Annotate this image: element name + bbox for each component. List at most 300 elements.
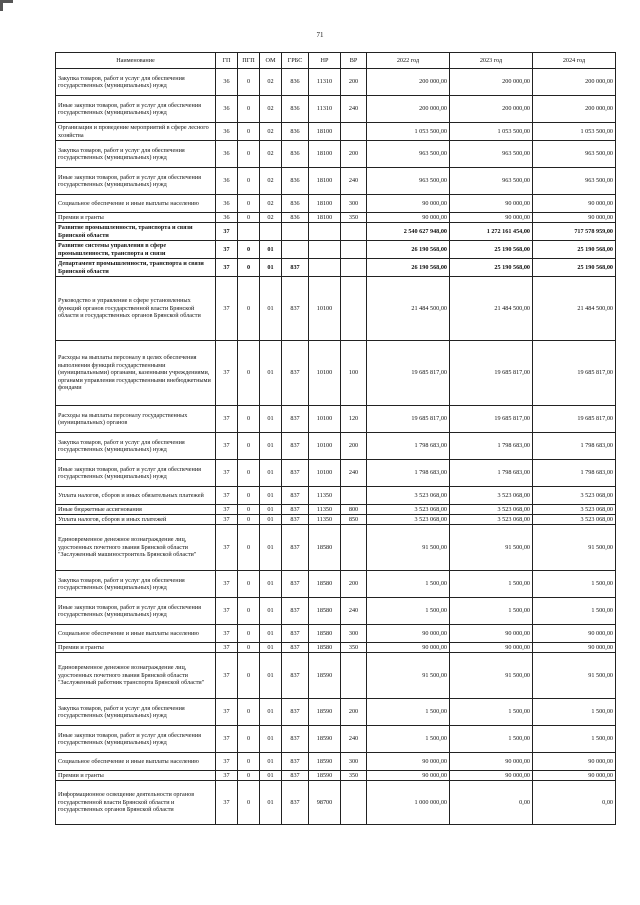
cell-gp: 37 — [216, 515, 238, 525]
cell-y2023: 90 000,00 — [450, 213, 533, 223]
cell-np: 11310 — [309, 96, 341, 123]
cell-y2024: 90 000,00 — [533, 213, 616, 223]
table-body — [56, 69, 616, 825]
cell-pgp: 0 — [238, 406, 260, 433]
cell-np: 18580 — [309, 571, 341, 598]
cell-y2024: 90 000,00 — [533, 771, 616, 781]
cell-grbs: 837 — [282, 277, 309, 341]
cell-np: 11310 — [309, 69, 341, 96]
cell-vr: 350 — [341, 213, 367, 223]
cell-grbs: 837 — [282, 341, 309, 406]
cell-gp: 37 — [216, 525, 238, 571]
cell-pgp: 0 — [238, 699, 260, 726]
header-pgp: ПГП — [238, 53, 260, 69]
cell-gp: 37 — [216, 460, 238, 487]
cell-gp: 37 — [216, 505, 238, 515]
cell-om: 01 — [260, 341, 282, 406]
table-row — [56, 625, 616, 643]
cell-pgp: 0 — [238, 571, 260, 598]
cell-y2022: 963 500,00 — [367, 141, 450, 168]
cell-name: Иные закупки товаров, работ и услуг для обеспечения государственных (муниципальных) нужд — [56, 168, 216, 195]
cell-om: 02 — [260, 96, 282, 123]
cell-y2023: 1 500,00 — [450, 598, 533, 625]
cell-y2023: 91 500,00 — [450, 653, 533, 699]
cell-name: Уплата налогов, сборов и иных платежей — [56, 515, 216, 525]
table-row — [56, 341, 616, 406]
cell-grbs: 837 — [282, 598, 309, 625]
cell-y2023: 25 190 568,00 — [450, 241, 533, 259]
cell-gp: 37 — [216, 643, 238, 653]
cell-pgp: 0 — [238, 643, 260, 653]
cell-y2023: 1 500,00 — [450, 571, 533, 598]
cell-grbs: 837 — [282, 781, 309, 825]
cell-pgp: 0 — [238, 781, 260, 825]
cell-y2022: 90 000,00 — [367, 625, 450, 643]
cell-name: Уплата налогов, сборов и иных обязательных платежей — [56, 487, 216, 505]
header-om: ОМ — [260, 53, 282, 69]
cell-y2022: 90 000,00 — [367, 753, 450, 771]
cell-vr: 120 — [341, 406, 367, 433]
cell-grbs: 837 — [282, 460, 309, 487]
cell-y2024: 0,00 — [533, 781, 616, 825]
cell-om: 02 — [260, 195, 282, 213]
cell-np: 10100 — [309, 406, 341, 433]
cell-y2022: 91 500,00 — [367, 525, 450, 571]
cell-y2022: 26 190 568,00 — [367, 241, 450, 259]
cell-gp: 36 — [216, 141, 238, 168]
cell-name: Единовременное денежное вознаграждение лиц, удостоенных почетного звания Брянской области "Заслуженный работник транспорта Брянской области" — [56, 653, 216, 699]
table-row — [56, 141, 616, 168]
cell-name: Социальное обеспечение и иные выплаты населению — [56, 195, 216, 213]
cell-vr: 200 — [341, 699, 367, 726]
table-row — [56, 69, 616, 96]
cell-y2023: 1 500,00 — [450, 726, 533, 753]
cell-y2023: 963 500,00 — [450, 168, 533, 195]
cell-np: 98700 — [309, 781, 341, 825]
cell-pgp: 0 — [238, 195, 260, 213]
cell-y2023: 3 523 068,00 — [450, 515, 533, 525]
header-gp: ГП — [216, 53, 238, 69]
cell-name: Иные закупки товаров, работ и услуг для обеспечения государственных (муниципальных) нужд — [56, 96, 216, 123]
cell-y2024: 3 523 068,00 — [533, 487, 616, 505]
table-row — [56, 213, 616, 223]
cell-gp: 37 — [216, 277, 238, 341]
cell-np: 18590 — [309, 653, 341, 699]
cell-grbs: 837 — [282, 643, 309, 653]
cell-y2024: 90 000,00 — [533, 625, 616, 643]
cell-name: Закупка товаров, работ и услуг для обеспечения государственных (муниципальных) нужд — [56, 699, 216, 726]
cell-grbs: 837 — [282, 515, 309, 525]
cell-np: 18580 — [309, 643, 341, 653]
cell-y2022: 90 000,00 — [367, 771, 450, 781]
cell-gp: 37 — [216, 625, 238, 643]
cell-name: Иные закупки товаров, работ и услуг для обеспечения государственных (муниципальных) нужд — [56, 598, 216, 625]
cell-vr: 240 — [341, 726, 367, 753]
cell-name: Премии и гранты — [56, 213, 216, 223]
cell-y2022: 2 540 627 948,00 — [367, 223, 450, 241]
header-2022: 2022 год — [367, 53, 450, 69]
budget-table — [55, 52, 616, 825]
cell-grbs: 836 — [282, 96, 309, 123]
table-row — [56, 223, 616, 241]
cell-y2022: 1 500,00 — [367, 726, 450, 753]
cell-gp: 37 — [216, 571, 238, 598]
cell-grbs: 837 — [282, 259, 309, 277]
cell-y2024: 963 500,00 — [533, 141, 616, 168]
cell-y2023: 1 500,00 — [450, 699, 533, 726]
cell-y2024: 1 500,00 — [533, 726, 616, 753]
cell-om: 01 — [260, 505, 282, 515]
cell-np: 18580 — [309, 625, 341, 643]
cell-y2023: 19 685 817,00 — [450, 341, 533, 406]
cell-y2023: 3 523 068,00 — [450, 487, 533, 505]
cell-om: 01 — [260, 460, 282, 487]
cell-pgp: 0 — [238, 515, 260, 525]
table-row — [56, 571, 616, 598]
cell-np — [309, 241, 341, 259]
cell-y2023: 90 000,00 — [450, 625, 533, 643]
cell-om: 01 — [260, 771, 282, 781]
cell-y2024: 1 053 500,00 — [533, 123, 616, 141]
cell-name: Социальное обеспечение и иные выплаты населению — [56, 753, 216, 771]
cell-pgp: 0 — [238, 625, 260, 643]
cell-name: Закупка товаров, работ и услуг для обеспечения государственных (муниципальных) нужд — [56, 433, 216, 460]
table-row — [56, 726, 616, 753]
cell-grbs: 837 — [282, 505, 309, 515]
cell-y2024: 25 190 568,00 — [533, 259, 616, 277]
cell-om — [260, 223, 282, 241]
cell-grbs: 837 — [282, 525, 309, 571]
cell-pgp: 0 — [238, 753, 260, 771]
header-np: НР — [309, 53, 341, 69]
cell-grbs: 836 — [282, 141, 309, 168]
table-row — [56, 515, 616, 525]
cell-name: Закупка товаров, работ и услуг для обеспечения государственных (муниципальных) нужд — [56, 69, 216, 96]
cell-grbs: 837 — [282, 571, 309, 598]
cell-y2023: 25 190 568,00 — [450, 259, 533, 277]
cell-y2023: 21 484 500,00 — [450, 277, 533, 341]
cell-grbs: 836 — [282, 123, 309, 141]
cell-grbs: 836 — [282, 168, 309, 195]
table-row — [56, 753, 616, 771]
table-row — [56, 598, 616, 625]
cell-y2024: 1 798 683,00 — [533, 433, 616, 460]
cell-name: Иные закупки товаров, работ и услуг для обеспечения государственных (муниципальных) нужд — [56, 726, 216, 753]
cell-vr: 240 — [341, 460, 367, 487]
cell-name: Расходы на выплаты персоналу государственных (муниципальных) органов — [56, 406, 216, 433]
cell-gp: 37 — [216, 433, 238, 460]
table-row — [56, 406, 616, 433]
cell-pgp: 0 — [238, 168, 260, 195]
cell-vr — [341, 223, 367, 241]
cell-vr: 350 — [341, 771, 367, 781]
header-vr: ВР — [341, 53, 367, 69]
cell-y2024: 90 000,00 — [533, 195, 616, 213]
cell-y2022: 1 798 683,00 — [367, 433, 450, 460]
cell-np: 18590 — [309, 699, 341, 726]
table-header-row — [56, 53, 616, 69]
cell-vr: 200 — [341, 141, 367, 168]
cell-y2024: 91 500,00 — [533, 653, 616, 699]
cell-gp: 36 — [216, 168, 238, 195]
cell-y2024: 90 000,00 — [533, 643, 616, 653]
cell-y2024: 25 190 568,00 — [533, 241, 616, 259]
cell-om: 01 — [260, 515, 282, 525]
cell-gp: 37 — [216, 781, 238, 825]
cell-gp: 37 — [216, 259, 238, 277]
cell-y2022: 90 000,00 — [367, 643, 450, 653]
cell-gp: 36 — [216, 213, 238, 223]
cell-om: 01 — [260, 241, 282, 259]
cell-om: 02 — [260, 69, 282, 96]
cell-om: 01 — [260, 525, 282, 571]
cell-vr — [341, 525, 367, 571]
cell-y2023: 3 523 068,00 — [450, 505, 533, 515]
cell-np: 18100 — [309, 141, 341, 168]
cell-y2023: 90 000,00 — [450, 195, 533, 213]
cell-gp: 37 — [216, 726, 238, 753]
cell-y2023: 1 798 683,00 — [450, 460, 533, 487]
cell-y2024: 1 798 683,00 — [533, 460, 616, 487]
cell-y2023: 200 000,00 — [450, 96, 533, 123]
cell-pgp: 0 — [238, 598, 260, 625]
cell-y2023: 90 000,00 — [450, 643, 533, 653]
cell-name: Развитие промышленности, транспорта и связи Брянской области — [56, 223, 216, 241]
cell-om: 01 — [260, 571, 282, 598]
cell-y2022: 963 500,00 — [367, 168, 450, 195]
cell-y2024: 91 500,00 — [533, 525, 616, 571]
cell-gp: 36 — [216, 195, 238, 213]
cell-y2022: 21 484 500,00 — [367, 277, 450, 341]
cell-y2024: 19 685 817,00 — [533, 341, 616, 406]
cell-y2022: 1 500,00 — [367, 598, 450, 625]
table-row — [56, 699, 616, 726]
cell-grbs: 837 — [282, 726, 309, 753]
table-row — [56, 771, 616, 781]
cell-vr: 850 — [341, 515, 367, 525]
cell-om: 01 — [260, 781, 282, 825]
cell-vr — [341, 653, 367, 699]
cell-pgp: 0 — [238, 123, 260, 141]
table-row — [56, 653, 616, 699]
cell-np — [309, 259, 341, 277]
cell-y2022: 1 053 500,00 — [367, 123, 450, 141]
cell-om: 01 — [260, 487, 282, 505]
cell-name: Департамент промышленности, транспорта и связи Брянской области — [56, 259, 216, 277]
cell-vr — [341, 259, 367, 277]
cell-gp: 37 — [216, 771, 238, 781]
cell-om: 02 — [260, 213, 282, 223]
cell-np: 18590 — [309, 753, 341, 771]
table-row — [56, 168, 616, 195]
cell-np: 11350 — [309, 505, 341, 515]
scan-corner-mark — [0, 0, 13, 11]
cell-y2022: 200 000,00 — [367, 69, 450, 96]
table-row — [56, 460, 616, 487]
table-row — [56, 259, 616, 277]
cell-y2023: 90 000,00 — [450, 771, 533, 781]
cell-name: Премии и гранты — [56, 771, 216, 781]
cell-y2023: 963 500,00 — [450, 141, 533, 168]
cell-y2023: 19 685 817,00 — [450, 406, 533, 433]
cell-grbs: 836 — [282, 213, 309, 223]
cell-y2023: 1 053 500,00 — [450, 123, 533, 141]
cell-y2023: 1 272 161 454,00 — [450, 223, 533, 241]
header-grbs: ГРБС — [282, 53, 309, 69]
cell-gp: 37 — [216, 487, 238, 505]
cell-vr: 200 — [341, 69, 367, 96]
cell-gp: 37 — [216, 699, 238, 726]
cell-y2023: 91 500,00 — [450, 525, 533, 571]
cell-vr: 200 — [341, 433, 367, 460]
cell-pgp: 0 — [238, 213, 260, 223]
cell-pgp: 0 — [238, 277, 260, 341]
cell-pgp: 0 — [238, 525, 260, 571]
cell-y2022: 3 523 068,00 — [367, 487, 450, 505]
cell-gp: 37 — [216, 241, 238, 259]
cell-om: 02 — [260, 123, 282, 141]
cell-pgp: 0 — [238, 433, 260, 460]
cell-pgp: 0 — [238, 141, 260, 168]
cell-np: 11350 — [309, 487, 341, 505]
cell-om: 01 — [260, 625, 282, 643]
cell-vr: 350 — [341, 643, 367, 653]
cell-y2024: 717 578 959,00 — [533, 223, 616, 241]
cell-np: 18100 — [309, 195, 341, 213]
cell-om: 01 — [260, 643, 282, 653]
cell-name: Социальное обеспечение и иные выплаты населению — [56, 625, 216, 643]
cell-y2022: 1 000 000,00 — [367, 781, 450, 825]
cell-vr — [341, 277, 367, 341]
cell-vr: 300 — [341, 753, 367, 771]
cell-grbs — [282, 241, 309, 259]
cell-np: 18100 — [309, 123, 341, 141]
cell-vr: 240 — [341, 96, 367, 123]
cell-om: 01 — [260, 433, 282, 460]
cell-grbs: 837 — [282, 753, 309, 771]
table-row — [56, 433, 616, 460]
table-row — [56, 781, 616, 825]
cell-om: 02 — [260, 168, 282, 195]
table-row — [56, 487, 616, 505]
table-row — [56, 96, 616, 123]
cell-y2022: 19 685 817,00 — [367, 406, 450, 433]
table-row — [56, 277, 616, 341]
cell-gp: 37 — [216, 223, 238, 241]
cell-name: Иные бюджетные ассигнования — [56, 505, 216, 515]
cell-vr — [341, 123, 367, 141]
cell-name: Организация и проведение мероприятий в сфере лесного хозяйства — [56, 123, 216, 141]
cell-y2022: 3 523 068,00 — [367, 515, 450, 525]
cell-gp: 37 — [216, 598, 238, 625]
cell-pgp: 0 — [238, 487, 260, 505]
cell-grbs: 837 — [282, 433, 309, 460]
cell-grbs: 837 — [282, 699, 309, 726]
cell-gp: 36 — [216, 123, 238, 141]
cell-om: 01 — [260, 259, 282, 277]
cell-name: Развитие системы управления в сфере промышленности, транспорта и связи — [56, 241, 216, 259]
cell-vr — [341, 781, 367, 825]
cell-y2024: 3 523 068,00 — [533, 505, 616, 515]
cell-vr: 100 — [341, 341, 367, 406]
cell-pgp — [238, 223, 260, 241]
cell-vr — [341, 241, 367, 259]
cell-gp: 37 — [216, 753, 238, 771]
cell-om: 01 — [260, 753, 282, 771]
cell-pgp: 0 — [238, 653, 260, 699]
cell-np: 18580 — [309, 525, 341, 571]
cell-om: 01 — [260, 598, 282, 625]
cell-vr: 800 — [341, 505, 367, 515]
cell-y2022: 1 500,00 — [367, 571, 450, 598]
cell-gp: 36 — [216, 96, 238, 123]
table-row — [56, 123, 616, 141]
cell-y2022: 90 000,00 — [367, 195, 450, 213]
cell-y2022: 26 190 568,00 — [367, 259, 450, 277]
cell-vr: 240 — [341, 598, 367, 625]
cell-gp: 37 — [216, 653, 238, 699]
cell-y2024: 21 484 500,00 — [533, 277, 616, 341]
header-2024: 2024 год — [533, 53, 616, 69]
cell-y2022: 1 500,00 — [367, 699, 450, 726]
cell-y2024: 90 000,00 — [533, 753, 616, 771]
cell-om: 01 — [260, 726, 282, 753]
cell-np: 18100 — [309, 168, 341, 195]
cell-pgp: 0 — [238, 341, 260, 406]
cell-vr: 300 — [341, 625, 367, 643]
cell-pgp: 0 — [238, 241, 260, 259]
cell-np: 10100 — [309, 277, 341, 341]
cell-om: 01 — [260, 277, 282, 341]
header-2023: 2023 год — [450, 53, 533, 69]
cell-np: 10100 — [309, 433, 341, 460]
cell-y2023: 200 000,00 — [450, 69, 533, 96]
table-row — [56, 643, 616, 653]
cell-grbs: 836 — [282, 195, 309, 213]
cell-np: 10100 — [309, 460, 341, 487]
cell-grbs: 837 — [282, 771, 309, 781]
cell-name: Премии и гранты — [56, 643, 216, 653]
page-number: 71 — [316, 31, 324, 39]
cell-om: 01 — [260, 699, 282, 726]
cell-np — [309, 223, 341, 241]
cell-y2024: 1 500,00 — [533, 598, 616, 625]
cell-np: 18590 — [309, 771, 341, 781]
cell-y2024: 1 500,00 — [533, 571, 616, 598]
cell-pgp: 0 — [238, 726, 260, 753]
cell-pgp: 0 — [238, 259, 260, 277]
cell-name: Руководство и управление в сфере установленных функций органов государственной власти Брянской области и государственных органов Брянской области — [56, 277, 216, 341]
cell-pgp: 0 — [238, 505, 260, 515]
cell-grbs: 837 — [282, 653, 309, 699]
cell-pgp: 0 — [238, 771, 260, 781]
cell-name: Закупка товаров, работ и услуг для обеспечения государственных (муниципальных) нужд — [56, 141, 216, 168]
cell-y2022: 91 500,00 — [367, 653, 450, 699]
cell-om: 02 — [260, 141, 282, 168]
cell-np: 18580 — [309, 598, 341, 625]
cell-name: Единовременное денежное вознаграждение лиц, удостоенных почетного звания Брянской области "Заслуженный машиностроитель Брянской области" — [56, 525, 216, 571]
cell-y2024: 200 000,00 — [533, 96, 616, 123]
cell-np: 11350 — [309, 515, 341, 525]
cell-y2022: 1 798 683,00 — [367, 460, 450, 487]
cell-name: Закупка товаров, работ и услуг для обеспечения государственных (муниципальных) нужд — [56, 571, 216, 598]
cell-y2022: 19 685 817,00 — [367, 341, 450, 406]
cell-y2024: 963 500,00 — [533, 168, 616, 195]
table-row — [56, 525, 616, 571]
cell-om: 01 — [260, 653, 282, 699]
table-row — [56, 195, 616, 213]
cell-y2023: 1 798 683,00 — [450, 433, 533, 460]
